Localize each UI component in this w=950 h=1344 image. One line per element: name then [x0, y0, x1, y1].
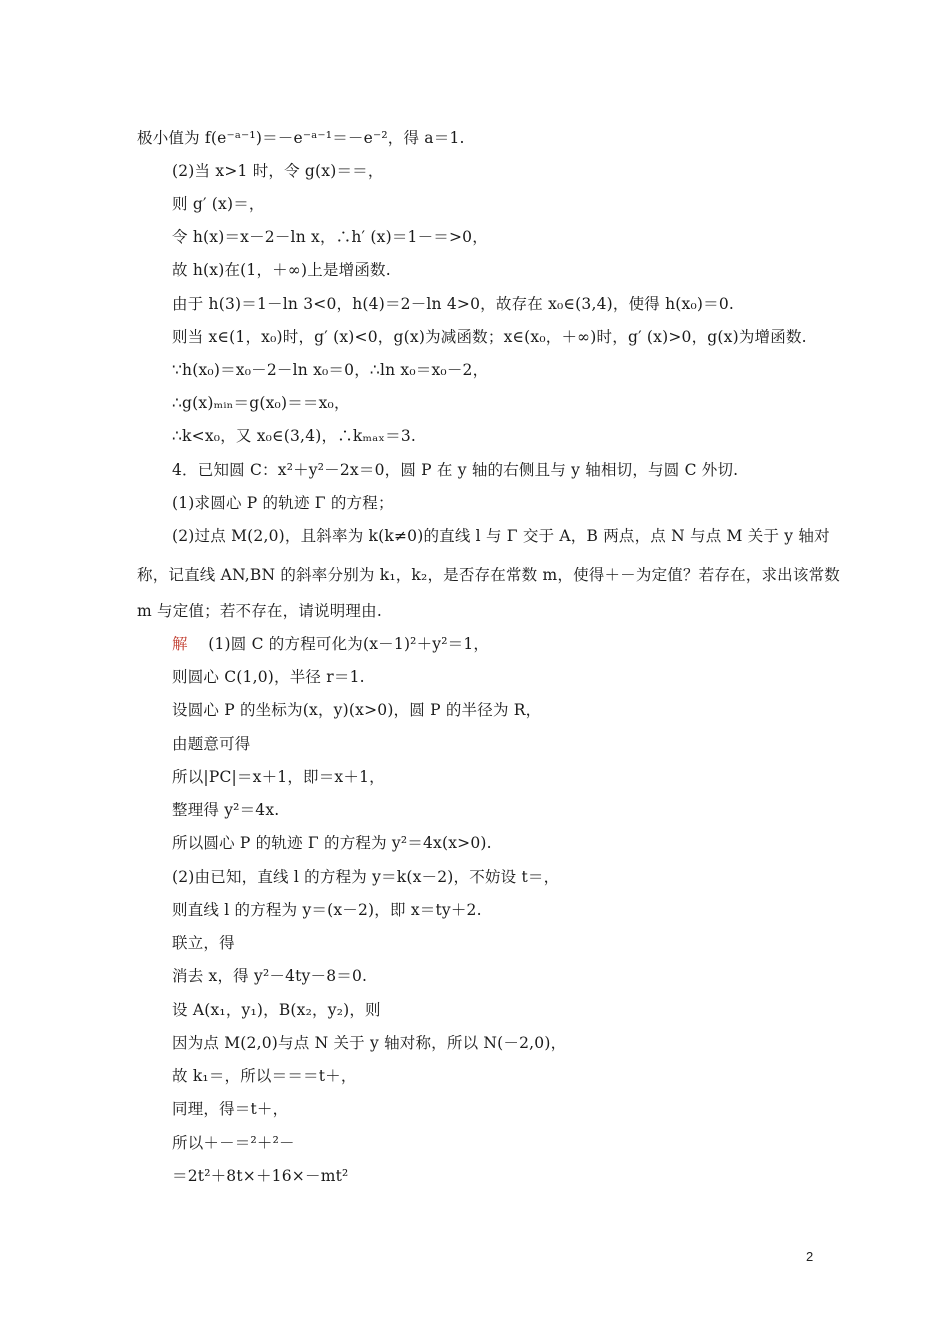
text-line: 设 A(x₁，y₁)，B(x₂，y₂)，则: [172, 1001, 381, 1019]
text-line: (2)过点 M(2,0)，且斜率为 k(k≠0)的直线 l 与 Γ 交于 A，B 两点，点 N 与点 M 关于 y 轴对: [172, 527, 830, 545]
text-line: 则 g′ (x)＝，: [172, 195, 265, 213]
text-line: ∴g(x)ₘᵢₙ＝g(x₀)＝＝x₀，: [172, 394, 350, 412]
text-line: 则圆心 C(1,0)，半径 r＝1.: [172, 668, 365, 686]
text-line: 消去 x，得 y²－4ty－8＝0.: [172, 967, 368, 985]
text-line: 由题意可得: [172, 735, 251, 753]
text-line: 则当 x∈(1，x₀)时，g′ (x)<0，g(x)为减函数；x∈(x₀，＋∞)时，g′ (x)>0，g(x)为增函数.: [172, 328, 807, 346]
text-line: 所以＋－＝²＋²－: [172, 1134, 295, 1152]
page-number: 2: [806, 1249, 814, 1264]
text-line: (2)由已知，直线 l 的方程为 y＝k(x－2)，不妨设 t＝，: [172, 868, 560, 886]
text-line: 因为点 M(2,0)与点 N 关于 y 轴对称，所以 N(－2,0)，: [172, 1034, 567, 1052]
text-line: 所以圆心 P 的轨迹 Γ 的方程为 y²＝4x(x>0).: [172, 834, 492, 852]
text-line: m 与定值；若不存在，请说明理由.: [137, 602, 382, 620]
text-line: (1)圆 C 的方程可化为(x－1)²＋y²＝1，: [208, 635, 490, 653]
text-line: (2)当 x>1 时，令 g(x)＝＝，: [172, 162, 384, 180]
solution-marker: 解: [172, 635, 188, 653]
text-line: 故 k₁＝，所以＝＝＝t＋，: [172, 1067, 357, 1085]
text-line: 整理得 y²＝4x.: [172, 801, 280, 819]
text-line: ＝2t²＋8t×＋16×－mt²: [172, 1167, 349, 1185]
text-line: 故 h(x)在(1，＋∞)上是增函数.: [172, 261, 391, 279]
text-line: (1)求圆心 P 的轨迹 Γ 的方程；: [172, 494, 394, 512]
text-line: 则直线 l 的方程为 y＝(x－2)，即 x＝ty＋2.: [172, 901, 482, 919]
text-line: 联立，得: [172, 934, 235, 952]
text-line: 设圆心 P 的坐标为(x，y)(x>0)，圆 P 的半径为 R，: [172, 701, 542, 719]
text-line: 令 h(x)＝x－2－ln x，∴h′ (x)＝1－＝>0，: [172, 228, 488, 246]
text-line: 极小值为 f(e⁻ᵃ⁻¹)＝－e⁻ᵃ⁻¹＝－e⁻²，得 a＝1.: [137, 129, 465, 147]
text-line: 称，记直线 AN,BN 的斜率分别为 k₁，k₂，是否存在常数 m，使得＋－为定值？若存在，求出该常数: [137, 566, 840, 584]
text-line: 由于 h(3)＝1－ln 3<0，h(4)＝2－ln 4>0，故存在 x₀∈(3,4)，使得 h(x₀)＝0.: [172, 295, 735, 313]
text-line: 同理，得＝t＋，: [172, 1100, 289, 1118]
text-line: ∴k<x₀，又 x₀∈(3,4)，∴kₘₐₓ＝3.: [172, 427, 417, 445]
problem-statement: 4．已知圆 C：x²＋y²－2x＝0，圆 P 在 y 轴的右侧且与 y 轴相切，与圆 C 外切.: [172, 461, 739, 479]
text-line: [172, 634, 489, 654]
text-line: 所以|PC|＝x＋1，即＝x＋1，: [172, 768, 385, 786]
text-line: ∵h(x₀)＝x₀－2－ln x₀＝0，∴ln x₀＝x₀－2，: [172, 361, 489, 379]
